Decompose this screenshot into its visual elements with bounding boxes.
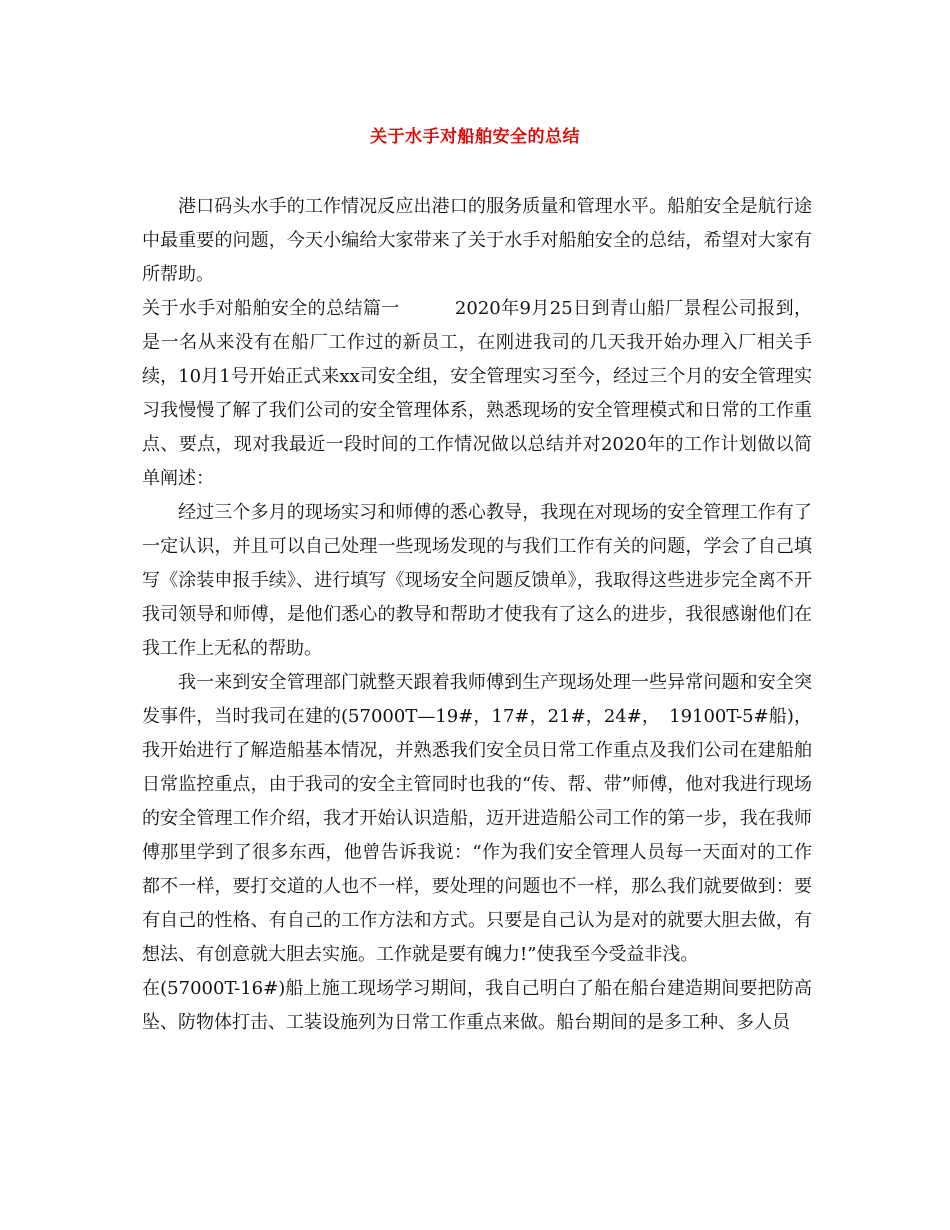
paragraph-construction: 在(57000T-16#)船上施工现场学习期间，我自己明白了船在船台建造期间要把防高坠、防物体打击、工装设施列为日常工作重点来做。船台期间的是多工种、多人员 [142, 978, 812, 1033]
paragraph-mentor: 我一来到安全管理部门就整天跟着我师傅到生产现场处理一些异常问题和安全突发事件，当时我司在建的(57000T—19#，17#，21#，24#， 19100T-5#船)，我开始进行了解造船基本情况，并熟悉我们安全员日常工作重点及我们公司在建船舶日常监控重点，由于我司的安全主管同时也我的“传、帮、带”师傅，他对我进行现场的安全管理工作介绍，我才开始认识造船，迈开进造船公司工作的第一步，我在我师傅那里学到了很多东西，他曾告诉我说：“作为我们安全管理人员每一天面对的工作都不一样，要打交道的人也不一样，要处理的问题也不一样，那么我们就要做到：要有自己的性格、有自己的工作方法和方式。只要是自己认为是对的就要大胆去做，有想法、有创意就大胆去实施。工作就是要有魄力!”使我至今受益非浅。 [142, 672, 812, 965]
document-body [142, 190, 812, 1040]
paragraph-progress: 经过三个多月的现场实习和师傅的悉心教导，我现在对现场的安全管理工作有了一定认识，并且可以自己处理一些现场发现的与我们工作有关的问题，学会了自己填写《涂装申报手续》、进行填写《现场安全问题反馈单》，我取得这些进步完全离不开我司领导和师傅，是他们悉心的教导和帮助才使我有了这么的进步，我很感谢他们在我工作上无私的帮助。 [142, 502, 812, 659]
document-title: 关于水手对船舶安全的总结 [370, 127, 580, 147]
paragraph-section-one: 关于水手对船舶安全的总结篇一 2020年9月25日到青山船厂景程公司报到，是一名从来没有在船厂工作过的新员工，在刚进我司的几天我开始办理入厂相关手续，10月1号开始正式来xx司安全组，安全管理实习至今，经过三个月的安全管理实习我慢慢了解了我们公司的安全管理体系，熟悉现场的安全管理模式和日常的工作重点、要点，现对我最近一段时间的工作情况做以总结并对2020年的工作计划做以简单阐述： [142, 298, 812, 489]
paragraph-intro: 港口码头水手的工作情况反应出港口的服务质量和管理水平。船舶安全是航行途中最重要的问题，今天小编给大家带来了关于水手对船舶安全的总结，希望对大家有所帮助。 [142, 196, 812, 285]
